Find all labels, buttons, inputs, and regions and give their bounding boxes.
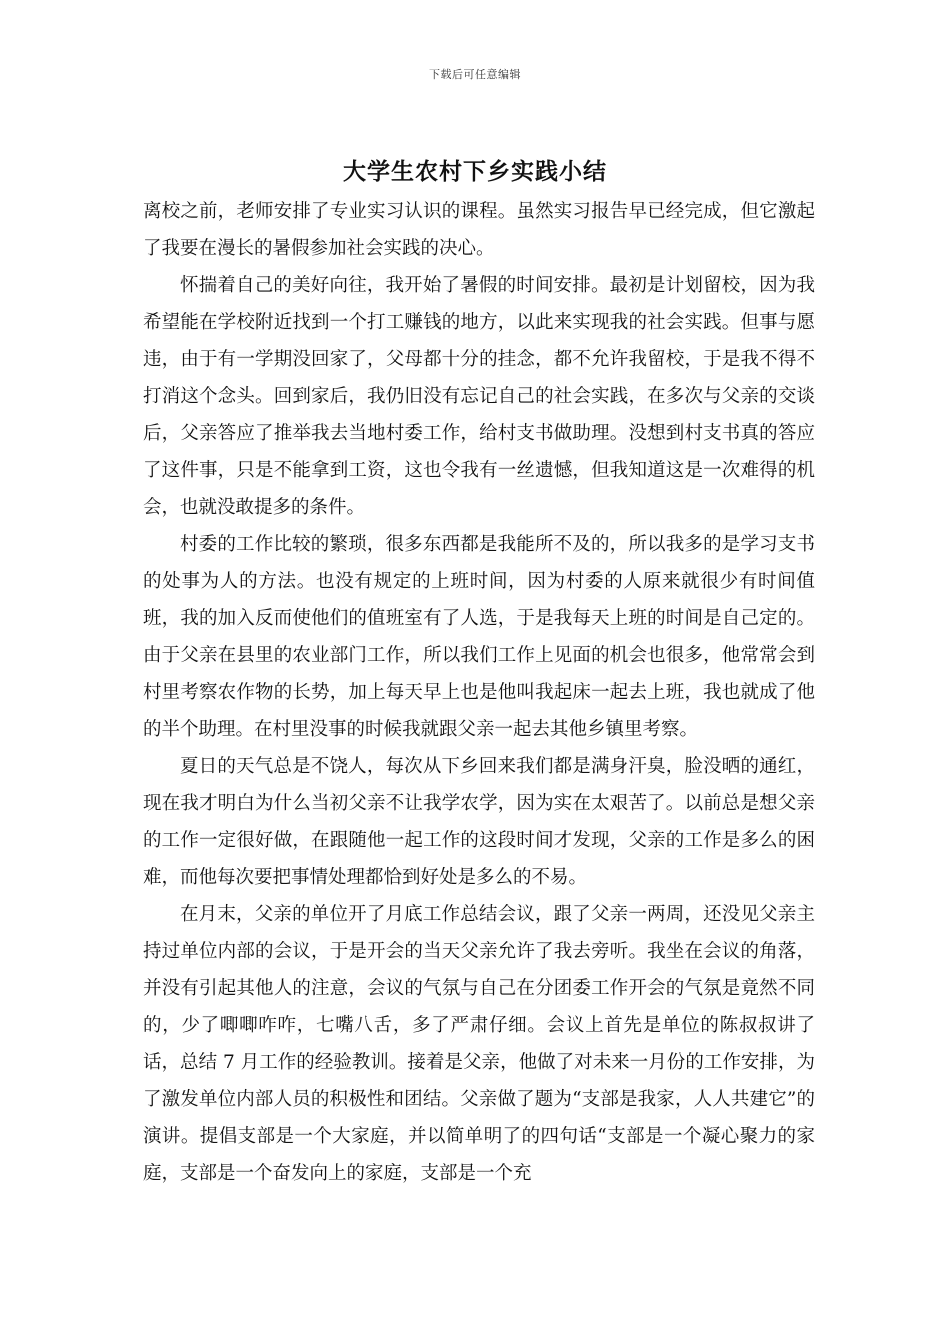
document-title: 大学生农村下乡实践小结 — [343, 158, 607, 185]
paragraph-2: 怀揣着自己的美好向往，我开始了暑假的时间安排。最初是计划留校，因为我希望能在学校附近找到一个打工赚钱的地方，以此来实现我的社会实践。但事与愿违，由于有一学期没回家了，父母都十分的挂念，都不允许我留校，于是我不得不打消这个念头。回到家后，我仍旧没有忘记自己的社会实践，在多次与父亲的交谈后，父亲答应了推举我去当地村委工作，给村支书做助理。没想到村支书真的答应了这件事，只是不能拿到工资，这也令我有一丝遗憾，但我知道这是一次难得的机会，也就没敢提多的条件。 — [143, 275, 815, 518]
paragraph-1: 离校之前，老师安排了专业实习认识的课程。虽然实习报告早已经完成，但它激起了我要在漫长的暑假参加社会实践的决心。 — [143, 201, 815, 259]
page-header-note: 下载后可任意编辑 — [429, 68, 521, 81]
paragraph-3: 村委的工作比较的繁琐，很多东西都是我能所不及的，所以我多的是学习支书的处事为人的方法。也没有规定的上班时间，因为村委的人原来就很少有时间值班，我的加入反而使他们的值班室有了人选，于是我每天上班的时间是自己定的。由于父亲在县里的农业部门工作，所以我们工作上见面的机会也很多，他常常会到村里考察农作物的长势，加上每天早上也是他叫我起床一起去上班，我也就成了他的半个助理。在村里没事的时候我就跟父亲一起去其他乡镇里考察。 — [143, 534, 815, 740]
paragraph-4: 夏日的天气总是不饶人，每次从下乡回来我们都是满身汗臭，脸没晒的通红，现在我才明白为什么当初父亲不让我学农学，因为实在太艰苦了。以前总是想父亲的工作一定很好做，在跟随他一起工作的这段时间才发现，父亲的工作是多么的困难，而他每次要把事情处理都恰到好处是多么的不易。 — [143, 756, 815, 888]
document-body — [143, 193, 815, 1192]
paragraph-5: 在月末，父亲的单位开了月底工作总结会议，跟了父亲一两周，还没见父亲主持过单位内部的会议，于是开会的当天父亲允许了我去旁听。我坐在会议的角落，并没有引起其他人的注意，会议的气氛与自己在分团委工作开会的气氛是竟然不同的，少了唧唧咋咋，七嘴八舌，多了严肃仔细。会议上首先是单位的陈叔叔讲了话，总结 7 月工作的经验教训。接着是父亲，他做了对未来一月份的工作安排，为了激发单位内部人员的积极性和团结。父亲做了题为“支部是我家，人人共建它”的演讲。提倡支部是一个大家庭，并以简单明了的四句话“支部是一个凝心聚力的家庭，支部是一个奋发向上的家庭，支部是一个充 — [143, 904, 815, 1184]
